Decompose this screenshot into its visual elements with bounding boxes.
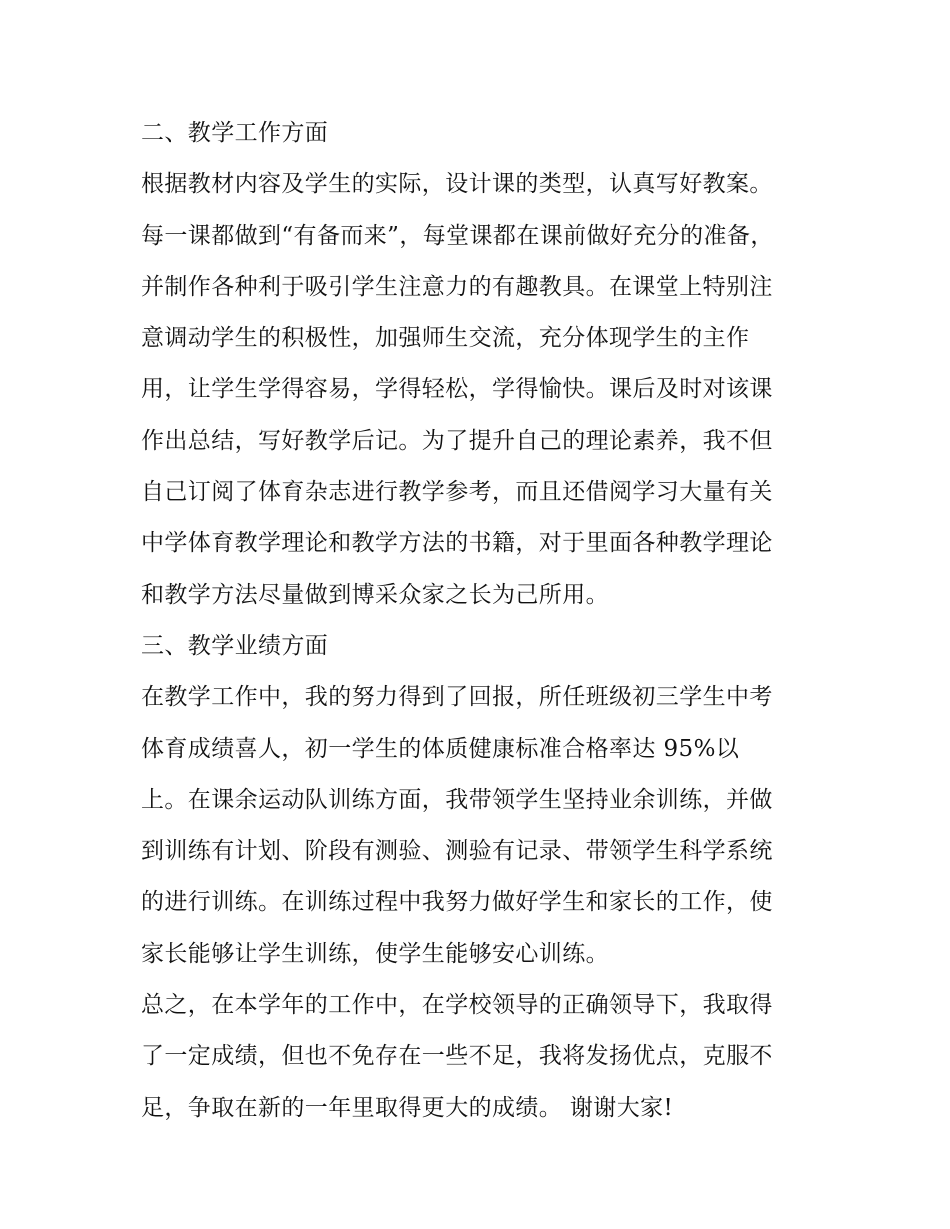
document-body	[141, 108, 821, 1134]
section-heading-teaching-results: 三、教学业绩方面	[141, 632, 329, 659]
section-heading-teaching-work: 二、教学工作方面	[141, 120, 329, 146]
text-line: 体育成绩喜人，初一学生的体质健康标准合格率达 95%以	[141, 735, 740, 762]
text-line: 了一定成绩，但也不免存在一些不足，我将发扬优点，克服不	[141, 1043, 773, 1070]
text-line: 自己订阅了体育杂志进行教学参考，而且还借阅学习大量有关	[141, 479, 773, 506]
text-line: 家长能够让学生训练，使学生能够安心训练。	[141, 940, 609, 967]
text-line: 作出总结，写好教学后记。为了提升自己的理论素养，我不但	[141, 427, 773, 454]
closing-line: 足，争取在新的一年里取得更大的成绩。 谢谢大家!	[141, 1094, 674, 1121]
text-line: 意调动学生的积极性，加强师生交流，充分体现学生的主作	[141, 325, 750, 352]
text-line: 到训练有计划、阶段有测验、测验有记录、带领学生科学系统	[141, 838, 773, 865]
text-line: 和教学方法尽量做到博采众家之长为己所用。	[141, 581, 609, 608]
text-line: 总之，在本学年的工作中，在学校领导的正确领导下，我取得	[141, 992, 773, 1019]
text-line: 的进行训练。在训练过程中我努力做好学生和家长的工作，使	[141, 889, 773, 916]
text-line: 每一课都做到“有备而来”，每堂课都在课前做好充分的准备，	[141, 222, 774, 249]
text-line: 并制作各种利于吸引学生注意力的有趣教具。在课堂上特别注	[141, 273, 773, 300]
text-line: 上。在课余运动队训练方面，我带领学生坚持业余训练，并做	[141, 786, 773, 813]
text-line: 用，让学生学得容易，学得轻松，学得愉快。课后及时对该课	[141, 376, 773, 403]
text-line: 根据教材内容及学生的实际，设计课的类型，认真写好教案。	[141, 171, 773, 198]
text-line: 中学体育教学理论和教学方法的书籍，对于里面各种教学理论	[141, 530, 773, 557]
text-line: 在教学工作中，我的努力得到了回报，所任班级初三学生中考	[141, 684, 773, 711]
